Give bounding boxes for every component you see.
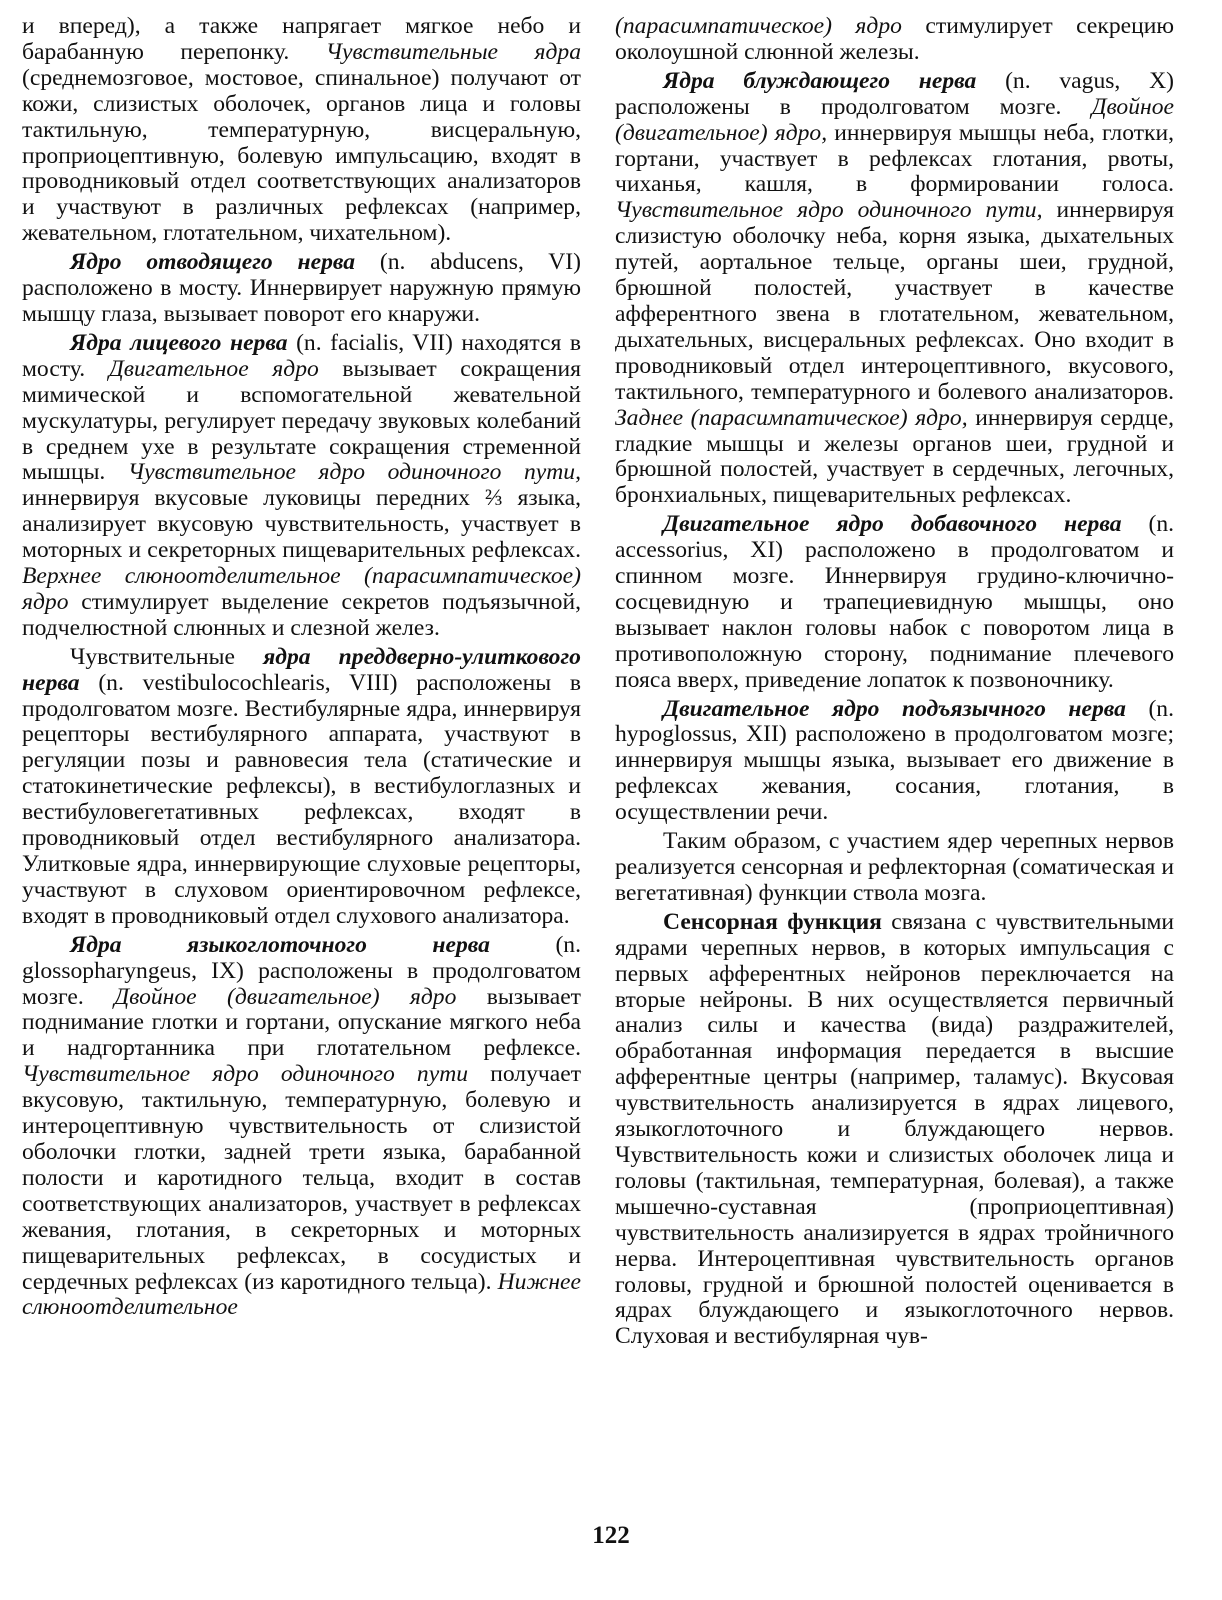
text-run: (n. hypoglossus, XII) расположено в продолговатом мозге; иннервируя мышцы языка, вызывает его движение в рефлексах жевания, сосания, глотания, в осуществлении речи. (615, 695, 1174, 826)
italic-term: (парасимпатическое) ядро (615, 13, 902, 39)
text-run: стимулирует выделение секретов подъязычной, подчелюстной слюнных и слезной желез. (22, 588, 581, 641)
paragraph (22, 14, 581, 247)
section-heading: Ядра языкоглоточного нерва (70, 931, 490, 958)
text-run: иннервируя вкусовые луковицы передних ⅔ языка, анализирует вкусовую чувствительность, участвует в моторных и секреторных пищеварительных рефлексах. (22, 485, 581, 564)
text-run: получает вкусовую, тактильную, температурную, болевую и интероцептивную чувствительность от слизистой оболочки глотки, задней трети языка, барабанной полости и каротидного тельца, входит в состав соответствующих анализаторов, участвует в рефлексах жевания, глотания, в секреторных и моторных пищеварительных рефлексах, в сосудистых и сердечных рефлексах (из каротидного тельца). (22, 1061, 581, 1295)
text-run: (n. accessorius, XI) расположено в продолговатом и спинном мозге. Иннервируя грудино-ключично-сосцевидную и трапециевидную мышцы, оно вызывает наклон головы набок с поворотом лица в противоположную сторону, поднимание плечевого пояса вверх, приведение лопаток к позвоночнику. (615, 511, 1175, 693)
italic-term: Чувствительные ядра (325, 38, 581, 65)
italic-term: Чувствительное ядро одиночного пути, (127, 459, 581, 486)
paragraph (615, 910, 1174, 1350)
paragraph (22, 933, 581, 1322)
text-run: стимулирует секрецию околоушной слюнной железы. (615, 13, 1174, 65)
italic-term: Чувствительное ядро одиночного пути, (615, 197, 1043, 224)
italic-term: Двигательное ядро (108, 355, 319, 382)
text-run: и вперед), а также напрягает мягкое небо и барабанную перепонку. (22, 13, 581, 65)
italic-term: Двойное (двигательное) ядро (114, 983, 457, 1010)
text-run: (n. abducens, VI) расположено в мосту. Иннервирует наружную прямую мышцу глаза, вызывает поворот его кнаружи. (22, 249, 581, 327)
text-run: Чувствительные (70, 643, 264, 670)
section-heading: Двигательное ядро подъязычного нерва (663, 695, 1126, 722)
section-heading: Ядра блуждающего нерва (663, 67, 977, 94)
left-column (22, 14, 581, 1524)
italic-term: Заднее (парасимпатическое) ядро, (615, 404, 968, 431)
italic-term: Верхнее слюноотделительное (парасимпатическое) ядро (22, 563, 581, 615)
section-heading: Сенсорная функция (663, 908, 882, 935)
paragraph (615, 14, 1174, 66)
text-run: (n. vagus, X) расположены в продолговатом мозге. (615, 67, 1174, 120)
paragraph (615, 697, 1174, 827)
text-run: (n. glossopharyngeus, IX) расположены в продолговатом мозге. (22, 931, 582, 1010)
text-run: вызывает поднимание глотки и гортани, опускание мягкого неба и надгортанника при глотательном рефлексе. (22, 983, 581, 1062)
section-heading: Ядра лицевого нерва (70, 329, 288, 356)
paragraph (22, 645, 581, 930)
section-heading: Двигательное ядро добавочного нерва (663, 511, 1122, 538)
book-page (22, 14, 1174, 1524)
text-run: Таким образом, с участием ядер черепных нервов реализуется сенсорная и рефлекторная (соматическая и вегетативная) функции ствола мозга. (615, 828, 1174, 906)
paragraph (615, 829, 1174, 907)
paragraph (22, 250, 581, 328)
text-run: иннервируя слизистую оболочку неба, корня языка, дыхательных путей, аортальное тельце, органы шеи, грудной, брюшной полостей, участвует в качестве афферентного звена в глотательном, жевательном, дыхательных, висцеральных рефлексах. Оно входит в проводниковый отдел интероцептивного, вкусового, тактильного, температурного и болевого анализаторов. (615, 197, 1174, 405)
section-heading: ядра преддверно-улиткового нерва (22, 643, 581, 696)
text-run: (n. facialis, VII) находятся в мосту. (22, 329, 581, 382)
paragraph (22, 331, 581, 642)
text-run: (n. vestibulocochlearis, VIII) расположены в продолговатом мозге. Вестибулярные ядра, иннервируя рецепторы вестибулярного аппарата, участвуют в регуляции позы и равновесия тела (статические и статокинетические рефлексы), в вестибулоглазных и вестибуловегетативных рефлексах, входят в проводниковый отдел вестибулярного анализатора. Улитковые ядра, иннервирующие слуховые рецепторы, участвуют в слуховом ориентировочном рефлексе, входят в проводниковый отдел слухового анализатора. (22, 669, 581, 929)
paragraph (615, 69, 1174, 509)
section-heading: Ядро отводящего нерва (70, 249, 356, 276)
text-run: иннервируя сердце, гладкие мышцы и железы органов шеи, грудной и брюшной полостей, участвует в сердечных, легочных, бронхиальных, пищеварительных рефлексах. (615, 404, 1174, 509)
text-run: иннервируя мышцы неба, глотки, гортани, участвует в рефлексах глотания, рвоты, чиханья, кашля, в формировании голоса. (615, 119, 1174, 198)
right-column (615, 14, 1174, 1524)
text-run: связана с чувствительными ядрами черепных нервов, в которых импульсация с первых афферентных нейронов переключается на вторые нейроны. В них осуществляется первичный анализ силы и качества (вида) раздражителей, обработанная информация передается в высшие афферентные центры (например, таламус). Вкусовая чувствительность анализируется в ядрах лицевого, языкоглоточного и блуждающего нервов. Чувствительность кожи и слизистых оболочек лица и головы (тактильная, температурная, болевая), а также мышечно-суставная (проприоцептивная) чувствительность анализируется в ядрах тройничного нерва. Интероцептивная чувствительность органов головы, грудной и брюшной полостей оценивается в ядрах блуждающего и языкоглоточного нервов. Слуховая и вестибулярная чув- (615, 908, 1175, 1350)
italic-term: Чувствительное ядро одиночного пути (22, 1061, 469, 1088)
italic-term: Нижнее слюноотделительное (22, 1268, 581, 1321)
text-run: (среднемозговое, мостовое, спинальное) получают от кожи, слизистых оболочек, органов лица и головы тактильную, температурную, висцеральную, проприоцептивную, болевую импульсацию, входят в проводниковый отдел соответствующих анализаторов и участвуют в различных рефлексах (например, жевательном, глотательном, чихательном). (22, 64, 581, 247)
text-run: вызывает сокращения мимической и вспомогательной жевательной мускулатуры, регулирует передачу звуковых колебаний в среднем ухе в результате сокращения стременной мышцы. (22, 355, 581, 486)
paragraph (615, 512, 1174, 693)
italic-term: Двойное (двигательное) ядро, (615, 93, 1174, 146)
page-number: 122 (592, 1522, 630, 1549)
